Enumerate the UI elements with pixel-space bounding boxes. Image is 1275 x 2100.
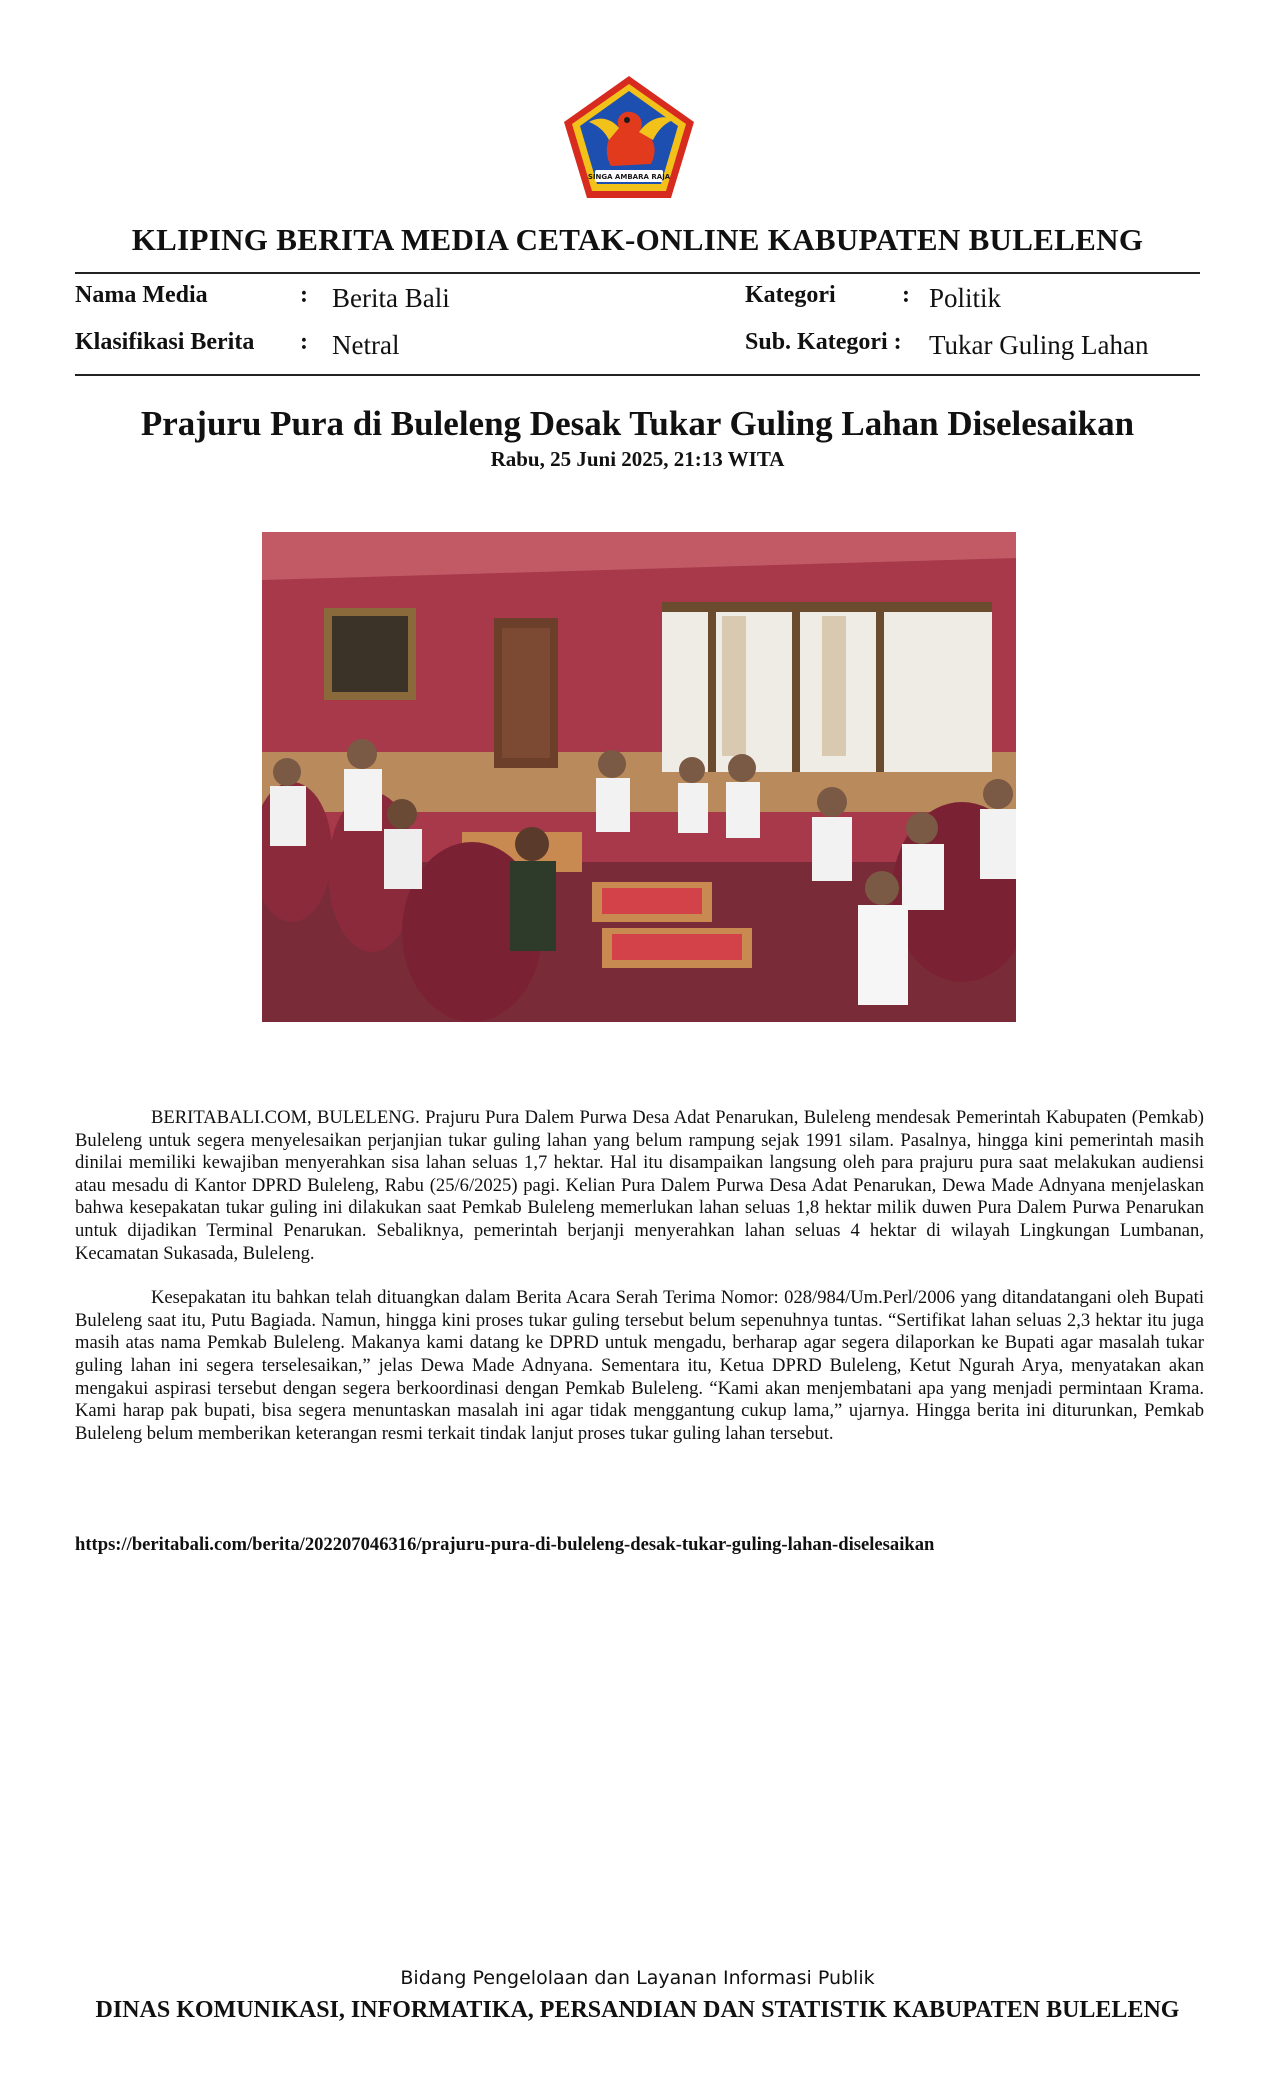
footer-department: Bidang Pengelolaan dan Layanan Informasi Publik — [400, 1967, 875, 1989]
header-bottom-rule — [75, 374, 1200, 376]
article-photo — [262, 532, 1016, 1022]
category-value: Politik — [929, 283, 1002, 313]
buleleng-emblem-logo — [561, 74, 697, 200]
emblem-motto: SINGA AMBARA RAJA — [587, 173, 671, 181]
article-paragraph-1: BERITABALI.COM, BULELENG. Prajuru Pura Dalem Purwa Desa Adat Penarukan, Buleleng mendesak Pemerintah Kabupaten (Pemkab) Buleleng untuk segera menyelesaikan perjanjian tukar guling lahan yang belum rampung sejak 1991 silam. Pasalnya, hingga kini pemerintah masih dinilai memiliki kewajiban menyerahkan sisa lahan seluas 1,7 hektar. Hal itu disampaikan langsung oleh para prajuru pura saat melakukan audiensi atau mesadu di Kantor DPRD Buleleng, Rabu (25/6/2025) pagi. Kelian Pura Dalem Purwa Desa Adat Penarukan, Dewa Made Adnyana menjelaskan bahwa kesepakatan tukar guling ini dilakukan saat Pemkab Buleleng memerlukan lahan seluas 1,8 hektar milik duwen Pura Dalem Purwa Penarukan untuk dijadikan Terminal Penarukan. Sebaliknya, pemerintah berjanji menyerahkan lahan seluas 4 hektar di wilayah Lingkungan Lumbanan, Kecamatan Sukasada, Buleleng. — [75, 1107, 1204, 1264]
classification-colon: : — [300, 329, 308, 355]
article-date: Rabu, 25 Juni 2025, 21:13 WITA — [490, 447, 785, 471]
footer-agency: DINAS KOMUNIKASI, INFORMATIKA, PERSANDIAN DAN STATISTIK KABUPATEN BULELENG — [95, 1997, 1180, 2023]
source-url: https://beritabali.com/berita/202207046316/prajuru-pura-di-buleleng-desak-tukar-guling-lahan-diselesaikan — [75, 1534, 935, 1555]
classification-label: Klasifikasi Berita — [75, 329, 255, 355]
media-name-value: Berita Bali — [332, 283, 450, 313]
media-name-colon: : — [300, 282, 308, 308]
classification-value: Netral — [332, 330, 400, 360]
article-title: Prajuru Pura di Buleleng Desak Tukar Guling Lahan Diselesaikan — [140, 404, 1135, 443]
media-name-label: Nama Media — [75, 282, 208, 308]
article-paragraph-2: Kesepakatan itu bahkan telah dituangkan dalam Berita Acara Serah Terima Nomor: 028/984/Um.Perl/2006 yang ditandatangani oleh Bupati Buleleng saat itu, Putu Bagiada. Namun, hingga kini proses tukar guling tersebut belum sepenuhnya tuntas. “Sertifikat lahan seluas 2,3 hektar itu juga masih atas nama Pemkab Buleleng. Makanya kami datang ke DPRD untuk mengadu, berharap agar segera dilaporkan ke Bupati agar masalah tukar guling lahan ini segera terselesaikan,” jelas Dewa Made Adnyana. Sementara itu, Ketua DPRD Buleleng, Ketut Ngurah Arya, menyatakan akan mengakui aspirasi tersebut dengan segera berkoordinasi dengan Pemkab Buleleng. “Kami akan menjembatani apa yang menjadi permintaan Krama. Kami harap pak bupati, bisa segera menuntaskan masalah ini agar tidak menggantung cukup lama,” ujarnya. Hingga berita ini diturunkan, Pemkab Buleleng belum memberikan keterangan resmi terkait tindak lanjut proses tukar guling lahan tersebut. — [75, 1287, 1204, 1444]
header-top-rule — [75, 272, 1200, 274]
article-body — [75, 1107, 1204, 1467]
page-header-title: KLIPING BERITA MEDIA CETAK-ONLINE KABUPATEN BULELENG — [131, 222, 1144, 257]
subcategory-label: Sub. Kategori : — [745, 329, 902, 355]
category-colon: : — [902, 282, 910, 308]
category-label: Kategori — [745, 282, 836, 308]
subcategory-value: Tukar Guling Lahan — [929, 330, 1149, 360]
